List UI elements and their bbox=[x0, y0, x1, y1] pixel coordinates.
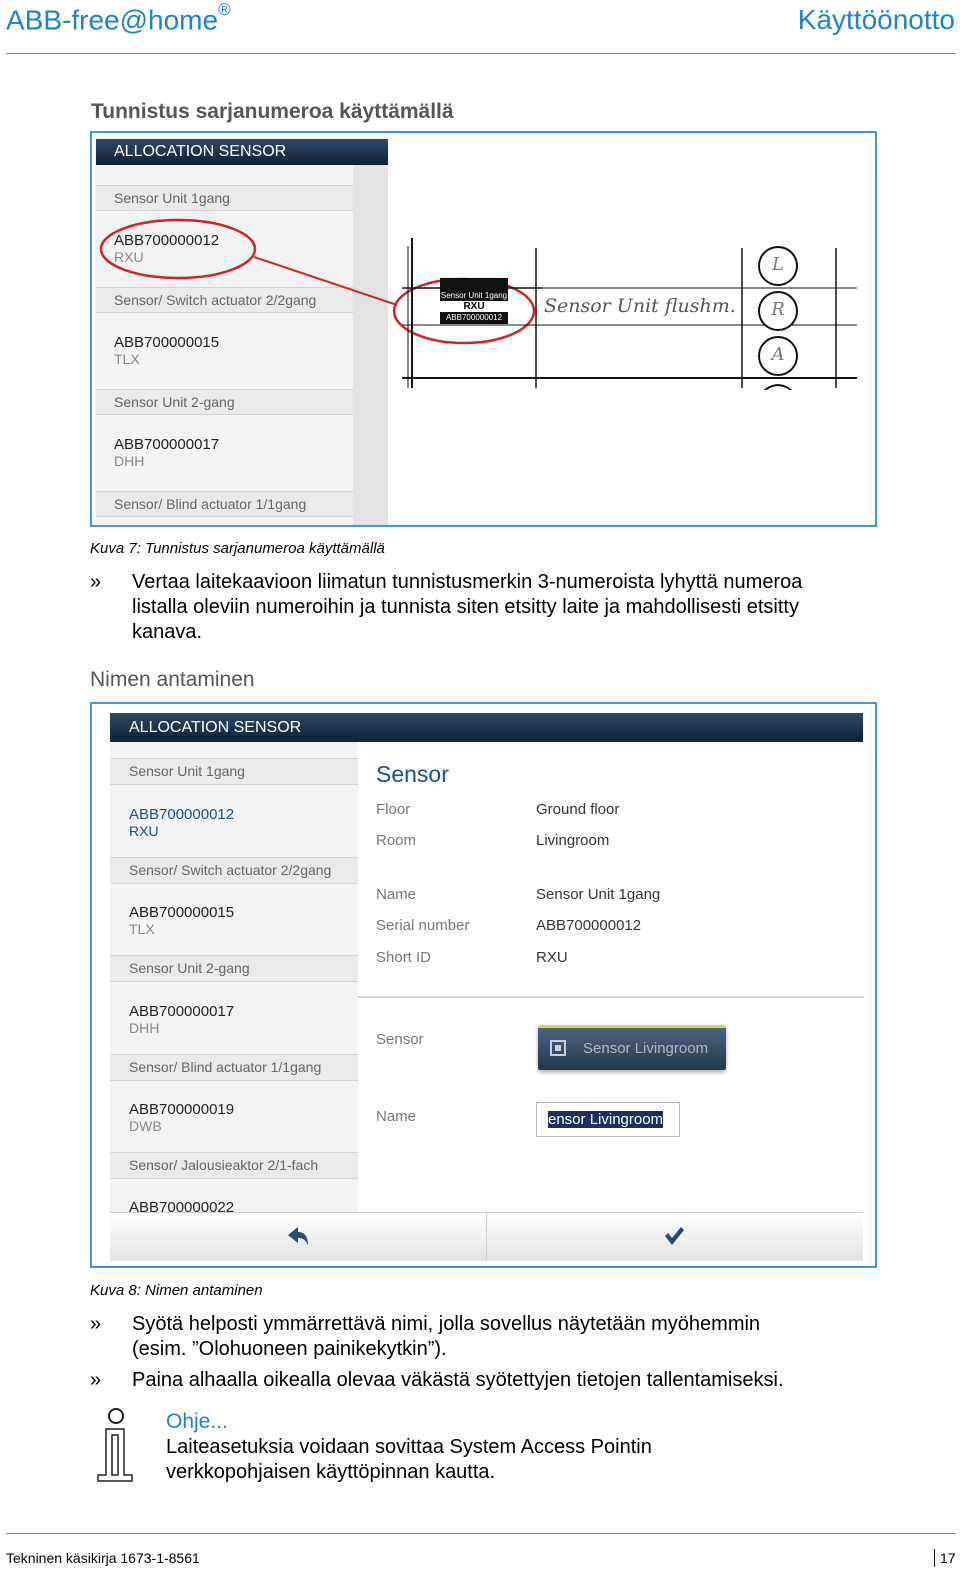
detail-value-short-id: RXU bbox=[536, 949, 568, 966]
detail-label-room: Room bbox=[376, 832, 417, 849]
plan-label-top: Sensor Unit 1gang bbox=[440, 291, 508, 300]
list-group-header: Sensor/ Switch actuator 2/2gang bbox=[96, 287, 353, 313]
figure-7-caption: Kuva 7: Tunnistus sarjanumeroa käyttämällä bbox=[90, 540, 385, 557]
info-icon bbox=[94, 1407, 136, 1483]
header-divider bbox=[6, 53, 956, 54]
list-item-device[interactable]: ABB700000015 TLX bbox=[129, 904, 235, 937]
bottom-toolbar bbox=[110, 1212, 863, 1261]
list-item-device[interactable]: ABB700000019 DWB bbox=[129, 1101, 235, 1134]
note-title: Ohje... bbox=[166, 1410, 228, 1433]
back-arrow-icon bbox=[286, 1225, 310, 1247]
allocation-title-bar: ALLOCATION SENSOR bbox=[110, 713, 863, 742]
section-heading-1: Tunnistus sarjanumeroa käyttämällä bbox=[91, 100, 454, 123]
list-item-device[interactable]: ABB700000022 bbox=[129, 1199, 235, 1212]
highlight-connector bbox=[254, 257, 397, 305]
list-group-header: Sensor/ Jalousieaktor 2/1-fach bbox=[110, 1152, 358, 1179]
plan-circle-l: L bbox=[772, 254, 784, 275]
highlight-ellipse-list bbox=[101, 220, 255, 278]
list-group-header: Sensor/ Blind actuator 1/1gang bbox=[96, 491, 353, 517]
checkmark-icon bbox=[663, 1225, 685, 1247]
list-group-header: Sensor Unit 2-gang bbox=[96, 389, 353, 415]
section-title: Käyttöönotto bbox=[797, 4, 955, 35]
floor-plan-drawing bbox=[402, 238, 857, 527]
allocation-title-bar: ALLOCATION SENSOR bbox=[96, 139, 388, 165]
section-heading-2: Nimen antaminen bbox=[90, 668, 255, 691]
figure-8-frame bbox=[90, 702, 877, 1268]
list-item-device[interactable]: ABB700000015 TLX bbox=[114, 334, 220, 367]
plan-label-bot: ABB700000012 bbox=[445, 313, 503, 322]
detail-value-serial: ABB700000012 bbox=[536, 917, 642, 934]
list-item-device[interactable]: ABB700000012 RXU bbox=[114, 232, 220, 265]
detail-value-floor: Ground floor bbox=[536, 801, 620, 818]
sensor-icon bbox=[550, 1040, 566, 1056]
detail-label-floor: Floor bbox=[376, 801, 411, 818]
bullet-item: » Vertaa laitekaavioon liimatun tunnistusmerkin 3-numeroista lyhyttä numeroa listalla oleviin numeroihin ja tunnista siten etsitty laite ja mahdollisesti etsitty kanava. bbox=[90, 571, 803, 643]
figure-8-caption: Kuva 8: Nimen antaminen bbox=[90, 1282, 263, 1299]
footer-page-number: 17 bbox=[940, 1550, 956, 1566]
note-body: Laiteasetuksia voidaan sovittaa System Access Pointin verkkopohjaisen käyttöpinnan kautta. bbox=[166, 1436, 652, 1483]
back-button[interactable] bbox=[110, 1213, 486, 1261]
footer-separator bbox=[934, 1549, 935, 1567]
brand-title: ABB-free@home® bbox=[6, 0, 231, 36]
footer-document: Tekninen käsikirja 1673-1-8561 bbox=[6, 1550, 200, 1566]
list-item-device[interactable]: ABB700000017 DHH bbox=[114, 436, 220, 469]
name-input[interactable]: ensor Livingroom bbox=[536, 1102, 680, 1137]
device-list bbox=[110, 742, 358, 1212]
detail-value-room: Livingroom bbox=[536, 832, 610, 849]
plan-circle-r: R bbox=[771, 299, 785, 320]
detail-divider bbox=[358, 996, 864, 998]
detail-label-name: Name bbox=[376, 886, 417, 903]
list-group-header: Sensor Unit 1gang bbox=[110, 758, 358, 785]
sensor-button-label: Sensor Livingroom bbox=[583, 1040, 709, 1057]
plan-handwriting: Sensor Unit flushm. bbox=[544, 295, 736, 317]
sensor-field-label: Sensor bbox=[376, 1031, 424, 1048]
figure-7-frame bbox=[90, 131, 877, 527]
plan-circle-a: A bbox=[771, 344, 785, 365]
bullet-item: » Syötä helposti ymmärrettävä nimi, jolla sovellus näytetään myöhemmin (esim. ”Olohuoneen painikekytkin”). bbox=[90, 1313, 761, 1360]
detail-label-serial: Serial number bbox=[376, 917, 470, 934]
list-group-header: Sensor/ Switch actuator 2/2gang bbox=[110, 857, 358, 884]
list-group-header: Sensor Unit 2-gang bbox=[110, 955, 358, 982]
detail-label-short-id: Short ID bbox=[376, 949, 432, 966]
plan-label-mid: RXU bbox=[440, 301, 508, 312]
name-field-label: Name bbox=[376, 1108, 417, 1125]
confirm-button[interactable] bbox=[487, 1213, 863, 1261]
bullet-item: » Paina alhaalla oikealla olevaa väkästä syötettyjen tietojen tallentamiseksi. bbox=[90, 1369, 784, 1391]
list-item-device-selected[interactable]: ABB700000012 RXU bbox=[129, 806, 235, 839]
list-group-header: Sensor Unit 1gang bbox=[96, 185, 353, 211]
sensor-select-button[interactable] bbox=[538, 1025, 726, 1070]
detail-title: Sensor bbox=[376, 761, 449, 787]
detail-value-name: Sensor Unit 1gang bbox=[536, 886, 661, 903]
footer-divider bbox=[6, 1533, 956, 1534]
list-item-device[interactable]: ABB700000017 DHH bbox=[129, 1003, 235, 1036]
list-group-header: Sensor/ Blind actuator 1/1gang bbox=[110, 1054, 358, 1081]
